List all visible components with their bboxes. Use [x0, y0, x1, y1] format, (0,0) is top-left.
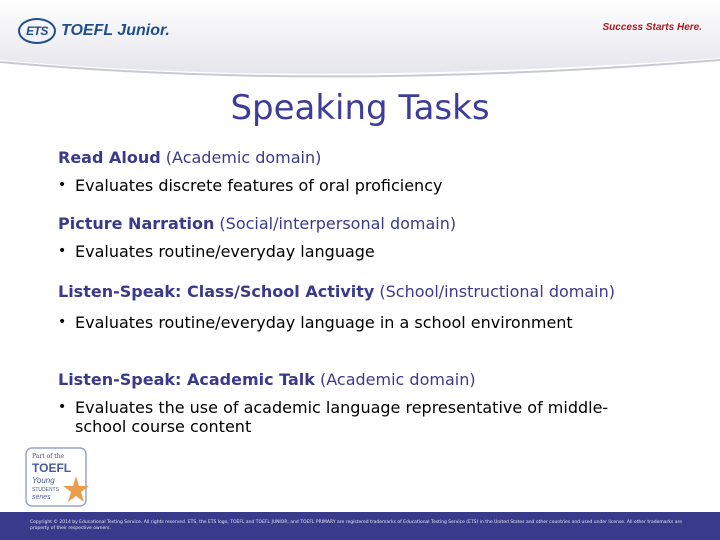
header-swoosh [0, 0, 720, 90]
bullet-icon: • [58, 314, 67, 330]
task-heading [58, 148, 442, 167]
task-name: Listen-Speak: Class/School Activity [58, 282, 375, 301]
task-domain: (School/instructional domain) [374, 282, 616, 301]
svg-text:STUDENTS: STUDENTS [32, 487, 59, 493]
task-bullet [58, 313, 695, 332]
task-domain: (Academic domain) [314, 370, 476, 389]
task-academic-talk [58, 370, 658, 436]
bullet-icon: • [58, 177, 67, 193]
page-title: Speaking Tasks [230, 88, 490, 128]
task-bullet [58, 176, 442, 195]
svg-text:TOEFL: TOEFL [32, 461, 72, 475]
toefl-young-students-series-badge-icon [24, 446, 92, 510]
task-name: Picture Narration [58, 214, 215, 233]
task-bullet-text: Evaluates the use of academic language representative of middle-school course content [75, 398, 609, 436]
tagline: Success Starts Here. [602, 22, 702, 33]
logo-text: TOEFL Junior. [61, 22, 170, 39]
task-read-aloud [58, 148, 442, 195]
svg-text:series: series [32, 494, 51, 501]
header-banner [0, 0, 720, 90]
task-domain: (Social/interpersonal domain) [214, 214, 457, 233]
task-picture-narration [58, 214, 456, 261]
task-heading [58, 282, 618, 301]
task-domain: (Academic domain) [160, 148, 322, 167]
bullet-icon: • [58, 243, 67, 259]
task-name: Listen-Speak: Academic Talk [58, 370, 315, 389]
task-bullet [58, 398, 635, 436]
svg-text:Part of the: Part of the [32, 453, 65, 460]
task-class-school-activity [58, 282, 618, 332]
task-name: Read Aloud [58, 148, 161, 167]
task-bullet [58, 242, 456, 261]
copyright-text: Copyright © 2014 by Educational Testing Service. All rights reserved. ETS, the ETS logo, TOEFL and TOEFL JUNIOR, and TOEFL PRIMARY are registered trademarks of Educational Testing Service (ETS) in the United States and other countries and used under license. All other trademarks are property of their respective owners. [30, 520, 683, 531]
task-bullet-text: Evaluates routine/everyday language [75, 242, 375, 261]
ets-toefl-junior-logo [18, 17, 170, 45]
task-heading [58, 370, 658, 389]
task-bullet-text: Evaluates routine/everyday language in a school environment [75, 313, 573, 332]
task-bullet-text: Evaluates discrete features of oral proficiency [75, 176, 443, 195]
footer-bar [0, 512, 720, 540]
ets-badge-icon: ETS [18, 18, 56, 44]
svg-text:Young: Young [32, 476, 55, 485]
task-heading [58, 214, 456, 233]
bullet-icon: • [58, 399, 67, 415]
